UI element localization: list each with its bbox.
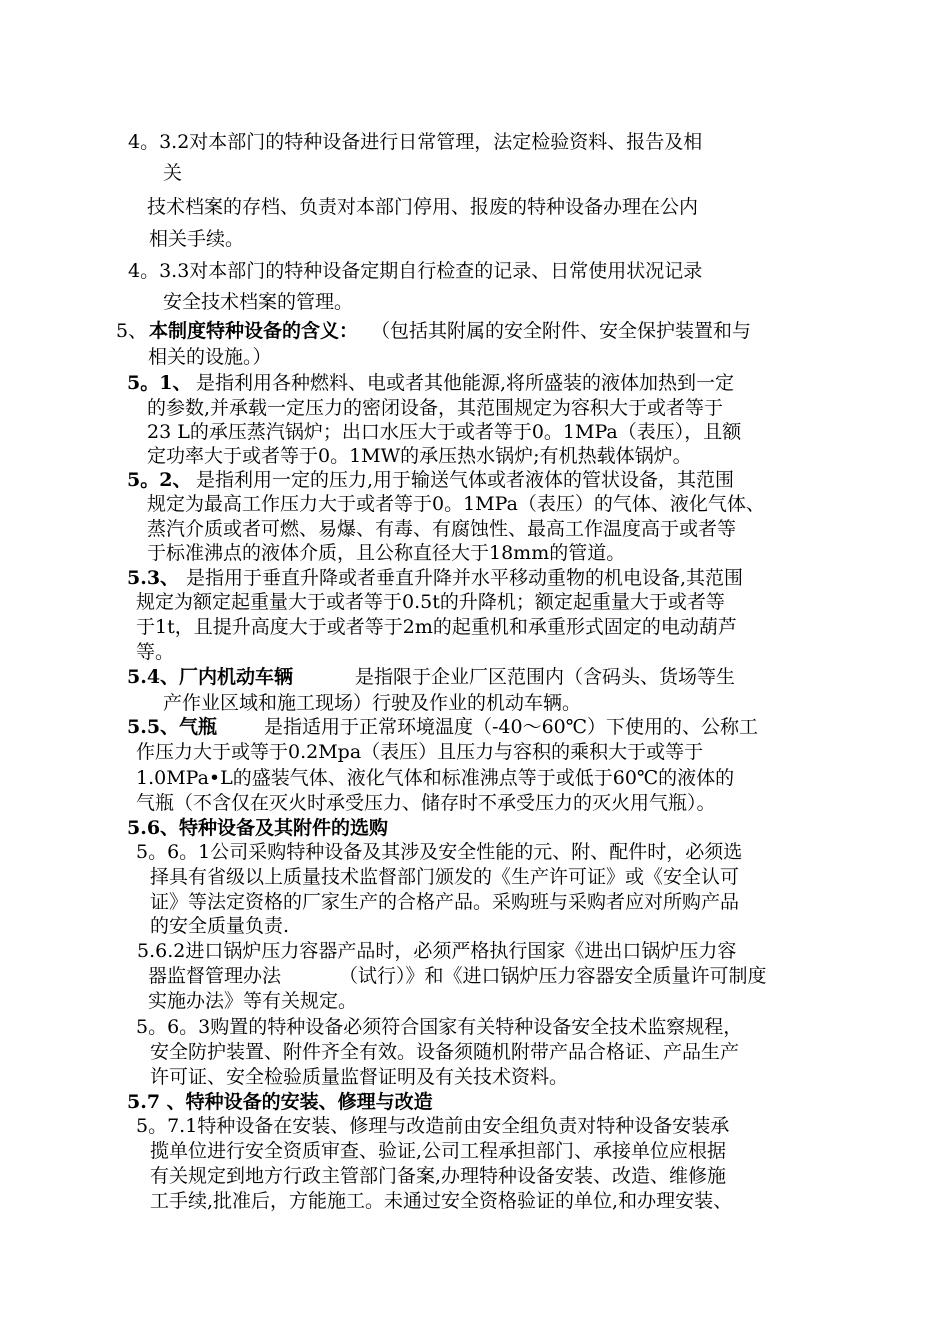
text-line: 4。3.3对本部门的特种设备定期自行检查的记录、日常使用状况记录 [128, 260, 703, 282]
text-line: 作压力大于或等于0.2Mpa（表压）且压力与容积的乘积大于或等于 [136, 741, 704, 763]
item-heading: 5.5、气瓶 [127, 716, 218, 738]
text-line: 1.0MPa•L的盛装气体、液化气体和标准沸点等于或低于60℃的液体的 [136, 767, 735, 789]
section-heading: 本制度特种设备的含义： [149, 320, 359, 342]
text-line: 定功率大于或者等于0。1MW的承压热水锅炉;有机热载体锅炉。 [147, 445, 692, 467]
text-line: 是指限于企业厂区范围内（含码头、货场等生 [355, 666, 736, 688]
text-line: （试行）》和《进口锅炉压力容器安全质量许可制度 [339, 965, 767, 987]
section-number: 5、 [116, 320, 148, 342]
text-line: 是指适用于正常环境温度（-40～60℃）下使用的、公称工 [264, 716, 759, 738]
item-number: 5。2、 [127, 469, 192, 491]
text-line: 技术档案的存档、负责对本部门停用、报废的特种设备办理在公内 [147, 196, 699, 218]
text-line: 于标准沸点的液体介质，且公称直径大于18mm的管道。 [147, 542, 626, 564]
text-line: 等。 [136, 641, 175, 663]
text-line: 于1t，且提升高度大于或者等于2m的起重机和承重形式固定的电动葫芦 [136, 616, 737, 638]
item-number: 5。1、 [127, 372, 192, 394]
text-line: 5.6.2进口锅炉压力容器产品时，必须严格执行国家《进出口锅炉压力容 [137, 940, 737, 962]
text-line: 的安全质量负责. [150, 915, 290, 937]
text-line: 安全防护装置、附件齐全有效。设备须随机附带产品合格证、产品生产 [150, 1041, 740, 1063]
text-line: 安全技术档案的管理。 [163, 291, 354, 313]
text-line: 产作业区域和施工现场）行驶及作业的机动车辆。 [163, 692, 582, 714]
text-line: 5。6。3购置的特种设备必须符合国家有关特种设备安全技术监察规程， [136, 1016, 743, 1038]
text-line: 器监督管理办法 [148, 965, 282, 987]
text-line: 5。7.1特种设备在安装、修理与改造前由安全组负责对特种设备安装承 [136, 1115, 730, 1137]
text-line: 证》等法定资格的厂家生产的合格产品。采购班与采购者应对所购产品 [150, 891, 740, 913]
text-line: 相关的设施。） [148, 346, 272, 368]
text-line: 的参数,并承载一定压力的密闭设备，其范围规定为容积大于或者等于 [147, 397, 724, 419]
text-line: 有关规定到地方行政主管部门备案,办理特种设备安装、改造、维修施 [150, 1165, 727, 1187]
text-line: 是指利用一定的压力,用于输送气体或者液体的管状设备，其范围 [196, 469, 735, 491]
text-line: 揽单位进行安全资质审查、验证,公司工程承担部门、承接单位应根据 [150, 1140, 727, 1162]
text-line: 择具有省级以上质量技术监督部门颁发的《生产许可证》或《安全认可 [150, 866, 740, 888]
item-number: 5.3、 [127, 567, 180, 589]
text-line: 实施办法》等有关规定。 [148, 990, 358, 1012]
text-line: 23 L的承压蒸汽锅炉；出口水压大于或者等于0。1MPa（表压），且额 [147, 421, 742, 443]
text-line: 蒸汽介质或者可燃、易爆、有毒、有腐蚀性、最高工作温度高于或者等 [147, 518, 737, 540]
item-heading: 5.7 、特种设备的安装、修理与改造 [127, 1091, 433, 1113]
item-heading: 5.6、特种设备及其附件的选购 [127, 817, 389, 839]
text-line: 规定为最高工作压力大于或者等于0。1MPa（表压）的气体、液化气体、 [147, 493, 765, 515]
item-heading: 5.4、厂内机动车辆 [127, 666, 294, 688]
text-line: 4。3.2对本部门的特种设备进行日常管理，法定检验资料、报告及相 [128, 131, 703, 153]
text-line: 5。6。1公司采购特种设备及其涉及安全性能的元、附、配件时，必须选 [136, 841, 743, 863]
text-line: 气瓶（不含仅在灭火时承受压力、储存时不承受压力的灭火用气瓶）。 [136, 792, 716, 814]
text-line: （包括其附属的安全附件、安全保护装置和与 [371, 320, 752, 342]
text-line: 是指用于垂直升降或者垂直升降并水平移动重物的机电设备,其范围 [186, 567, 744, 589]
text-line: 工手续,批准后，方能施工。未通过安全资格验证的单位,和办理安装、 [150, 1190, 733, 1212]
text-line: 相关手续。 [149, 228, 245, 250]
text-line: 是指利用各种燃料、电或者其他能源,将所盛装的液体加热到一定 [196, 372, 735, 394]
text-line: 许可证、安全检验质量监督证明及有关技术资料。 [150, 1066, 569, 1088]
text-line: 规定为额定起重量大于或者等于0.5t的升降机；额定起重量大于或者等 [136, 591, 725, 613]
text-line: 关 [163, 162, 183, 184]
